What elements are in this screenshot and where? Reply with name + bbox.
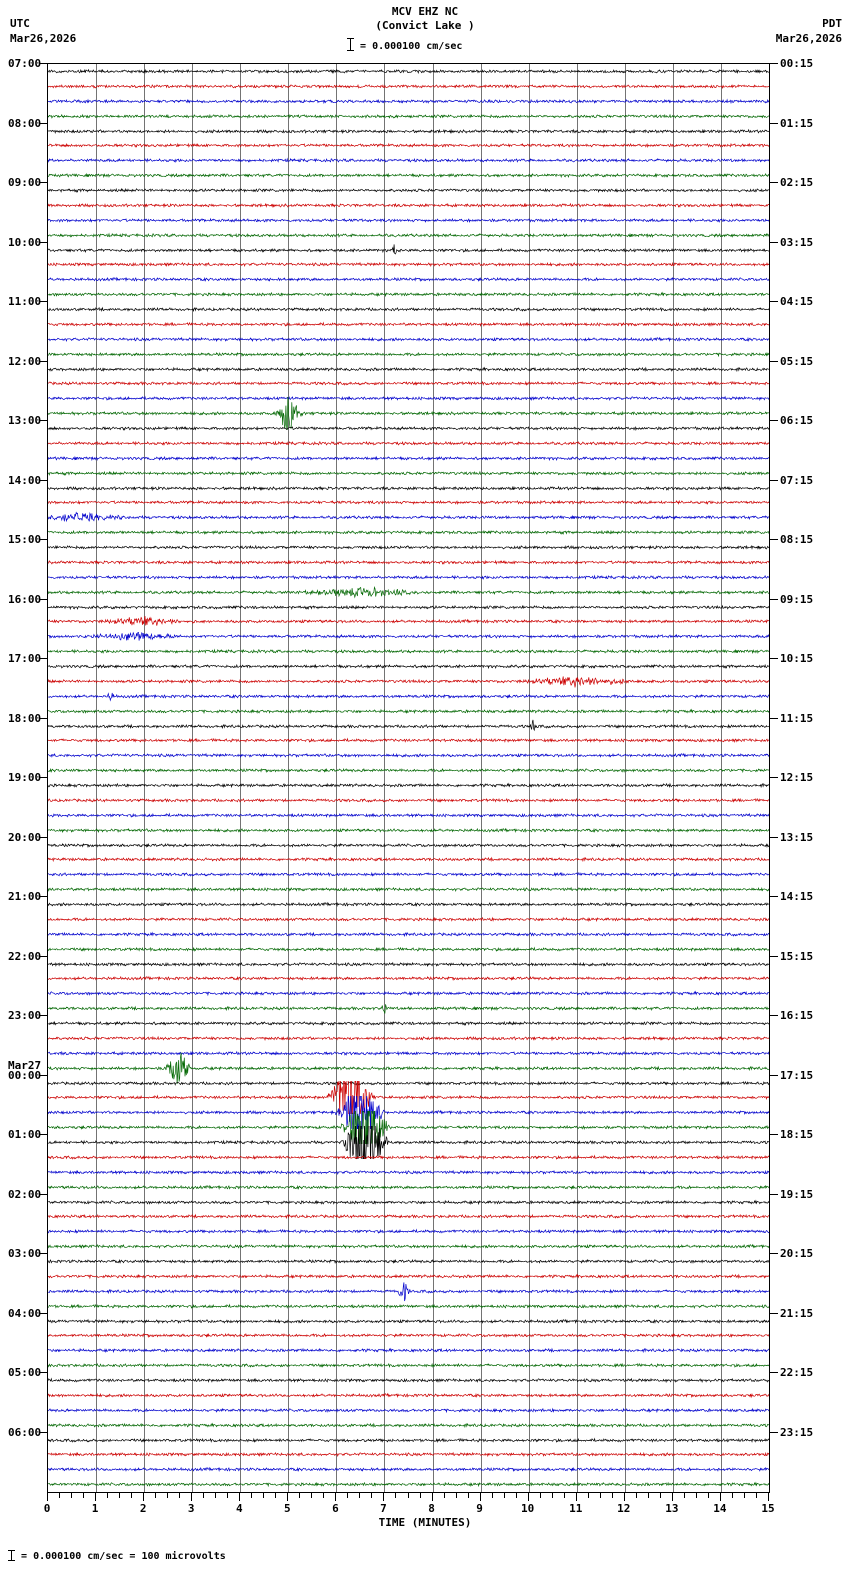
axis-tick-minor	[636, 1493, 637, 1498]
axis-tick-minor	[167, 1493, 168, 1498]
left-timezone-label: UTC	[10, 17, 30, 30]
header-title-block	[0, 5, 850, 33]
axis-tick-label: 4	[235, 1502, 243, 1515]
axis-tick-minor	[131, 1493, 132, 1498]
axis-tick-minor	[696, 1493, 697, 1498]
hour-tick-right	[770, 480, 778, 481]
right-hour-label: 09:15	[780, 592, 814, 606]
axis-tick-minor	[71, 1493, 72, 1498]
axis-tick-minor	[107, 1493, 108, 1498]
chart-header	[0, 0, 850, 60]
axis-tick-minor	[203, 1493, 204, 1498]
right-hour-label: 17:15	[780, 1068, 814, 1082]
hour-tick-right	[770, 301, 778, 302]
axis-tick-minor	[708, 1493, 709, 1498]
axis-tick-label: 0	[43, 1502, 51, 1515]
scale-bar-icon	[347, 38, 354, 51]
hour-tick-right	[770, 123, 778, 124]
axis-tick-minor	[59, 1493, 60, 1498]
left-hour-label: 03:00	[8, 1247, 42, 1260]
right-hour-label: 20:15	[780, 1247, 814, 1260]
left-hour-label: 11:00	[8, 295, 42, 308]
left-hour-label: 04:00	[8, 1306, 42, 1320]
axis-tick-major	[528, 1493, 529, 1501]
right-hour-label: 08:15	[780, 533, 814, 546]
hour-tick-right	[770, 599, 778, 600]
axis-tick-minor	[395, 1493, 396, 1498]
axis-tick-minor	[179, 1493, 180, 1498]
hour-tick-right	[770, 837, 778, 838]
hour-tick-right	[770, 956, 778, 957]
axis-tick-minor	[299, 1493, 300, 1498]
hour-tick-right	[770, 718, 778, 719]
right-hour-label: 03:15	[780, 235, 814, 249]
left-hour-label: 09:00	[8, 176, 42, 189]
right-hour-label: 06:15	[780, 414, 814, 427]
axis-tick-minor	[311, 1493, 312, 1498]
right-hour-label: 23:15	[780, 1425, 814, 1439]
right-hour-label: 02:15	[780, 176, 814, 189]
right-hour-label: 01:15	[780, 116, 814, 130]
left-hour-label: 19:00	[8, 771, 42, 784]
axis-tick-label: 9	[476, 1502, 483, 1515]
left-hour-label: 05:00	[8, 1366, 42, 1379]
axis-tick-minor	[504, 1493, 505, 1498]
left-hour-label: 14:00	[8, 473, 42, 487]
axis-tick-minor	[732, 1493, 733, 1498]
left-hour-label: 22:00	[8, 949, 42, 963]
right-hour-label: 11:15	[780, 711, 814, 725]
left-date-divider-label: Mar27	[8, 1058, 42, 1072]
axis-tick-minor	[444, 1493, 445, 1498]
axis-tick-minor	[227, 1493, 228, 1498]
axis-tick-major	[239, 1493, 240, 1501]
axis-tick-major	[432, 1493, 433, 1501]
axis-tick-major	[576, 1493, 577, 1501]
axis-tick-major	[47, 1493, 48, 1501]
scale-reference	[347, 38, 462, 52]
hour-tick-right	[770, 1432, 778, 1433]
hour-tick-right	[770, 182, 778, 183]
hour-tick-right	[770, 420, 778, 421]
footer-scale-label: = 0.000100 cm/sec = 100 microvolts	[21, 1551, 226, 1562]
time-axis	[43, 1493, 775, 1515]
axis-tick-label: 14	[713, 1502, 727, 1515]
left-hour-label: 17:00	[8, 652, 42, 665]
header-right-timezone-block	[776, 16, 842, 46]
right-hour-label: 12:15	[780, 771, 814, 784]
axis-tick-minor	[684, 1493, 685, 1498]
axis-tick-major	[720, 1493, 721, 1501]
scale-label: = 0.000100 cm/sec	[360, 41, 463, 52]
right-hour-label: 04:15	[780, 295, 814, 308]
hour-tick-right	[770, 63, 778, 64]
axis-tick-label: 7	[380, 1502, 387, 1515]
axis-tick-minor	[756, 1493, 757, 1498]
axis-tick-minor	[251, 1493, 252, 1498]
axis-tick-minor	[744, 1493, 745, 1498]
axis-tick-minor	[408, 1493, 409, 1498]
seismogram-plot	[47, 63, 770, 1493]
axis-tick-minor	[263, 1493, 264, 1498]
axis-tick-minor	[552, 1493, 553, 1498]
hour-tick-right	[770, 242, 778, 243]
hour-tick-right	[770, 1313, 778, 1314]
axis-tick-minor	[371, 1493, 372, 1498]
axis-tick-label: 8	[428, 1502, 435, 1515]
left-hour-label: 18:00	[8, 711, 42, 725]
axis-tick-major	[191, 1493, 192, 1501]
axis-tick-minor	[600, 1493, 601, 1498]
left-hour-label: 10:00	[8, 235, 42, 249]
left-hour-label: 16:00	[8, 592, 42, 606]
left-hour-label: 13:00	[8, 414, 42, 427]
hour-tick-right	[770, 777, 778, 778]
right-hour-label: 00:15	[780, 57, 814, 70]
axis-tick-major	[143, 1493, 144, 1501]
axis-tick-major	[287, 1493, 288, 1501]
axis-tick-minor	[420, 1493, 421, 1498]
axis-tick-minor	[588, 1493, 589, 1498]
left-hour-label: 21:00	[8, 890, 42, 903]
right-hour-label: 19:15	[780, 1187, 814, 1201]
axis-tick-minor	[119, 1493, 120, 1498]
axis-tick-minor	[468, 1493, 469, 1498]
station-label: MCV EHZ NC	[391, 5, 459, 18]
left-date-label: Mar26,2026	[10, 32, 77, 45]
right-hour-label: 13:15	[780, 830, 814, 844]
hour-tick-right	[770, 361, 778, 362]
axis-tick-minor	[83, 1493, 84, 1498]
left-hour-label: 01:00	[8, 1128, 42, 1141]
right-hour-label: 07:15	[780, 473, 814, 487]
axis-tick-minor	[456, 1493, 457, 1498]
left-hour-label: 23:00	[8, 1009, 42, 1022]
axis-tick-minor	[660, 1493, 661, 1498]
axis-tick-major	[768, 1493, 769, 1501]
axis-tick-label: 1	[91, 1502, 99, 1515]
axis-tick-label: 2	[139, 1502, 147, 1515]
left-hour-label: 20:00	[8, 830, 42, 844]
axis-tick-label: 5	[284, 1502, 291, 1515]
axis-tick-major	[335, 1493, 336, 1501]
axis-tick-label: 3	[187, 1502, 195, 1515]
footer-scale	[8, 1550, 226, 1562]
right-hour-label: 14:15	[780, 890, 814, 903]
axis-tick-label: 13	[665, 1502, 679, 1515]
axis-title: TIME (MINUTES)	[378, 1516, 472, 1529]
right-hour-label: 21:15	[780, 1306, 814, 1320]
axis-tick-minor	[359, 1493, 360, 1498]
axis-tick-major	[383, 1493, 384, 1501]
axis-tick-major	[672, 1493, 673, 1501]
hour-tick-right	[770, 1015, 778, 1016]
axis-tick-major	[95, 1493, 96, 1501]
left-hour-label: 08:00	[8, 116, 42, 130]
hour-tick-right	[770, 1194, 778, 1195]
location-label: (Convict Lake )	[375, 19, 475, 32]
hour-tick-right	[770, 539, 778, 540]
axis-tick-minor	[347, 1493, 348, 1498]
axis-tick-minor	[516, 1493, 517, 1498]
axis-tick-label: 6	[332, 1502, 339, 1515]
axis-tick-minor	[648, 1493, 649, 1498]
hour-tick-right	[770, 658, 778, 659]
left-hour-label: 07:00	[8, 57, 42, 70]
axis-tick-minor	[564, 1493, 565, 1498]
axis-tick-minor	[540, 1493, 541, 1498]
right-hour-label: 22:15	[780, 1366, 814, 1379]
axis-tick-minor	[612, 1493, 613, 1498]
axis-tick-label: 11	[569, 1502, 583, 1515]
axis-tick-minor	[492, 1493, 493, 1498]
left-hour-label: 06:00	[8, 1425, 42, 1439]
axis-tick-major	[624, 1493, 625, 1501]
axis-tick-label: 15	[761, 1502, 775, 1515]
right-hour-label: 18:15	[780, 1128, 814, 1141]
right-hour-label: 15:15	[780, 949, 814, 963]
left-hour-label: 12:00	[8, 354, 42, 368]
footer-scale-bar-icon	[8, 1550, 15, 1561]
axis-tick-major	[480, 1493, 481, 1501]
axis-tick-label: 10	[521, 1502, 535, 1515]
right-date-label: Mar26,2026	[775, 32, 842, 45]
hour-tick-right	[770, 1134, 778, 1135]
hour-tick-right	[770, 1075, 778, 1076]
axis-tick-minor	[215, 1493, 216, 1498]
axis-tick-minor	[155, 1493, 156, 1498]
axis-tick-minor	[323, 1493, 324, 1498]
hour-tick-right	[770, 1253, 778, 1254]
axis-tick-minor	[275, 1493, 276, 1498]
hour-tick-right	[770, 896, 778, 897]
axis-tick-label: 12	[617, 1502, 631, 1515]
right-hour-label: 10:15	[780, 652, 814, 665]
left-hour-label: 00:00	[8, 1068, 42, 1082]
hour-tick-right	[770, 1372, 778, 1373]
right-timezone-label: PDT	[822, 17, 842, 30]
right-hour-label: 16:15	[780, 1009, 814, 1022]
right-hour-label: 05:15	[780, 354, 814, 368]
left-hour-label: 15:00	[8, 533, 42, 546]
left-hour-label: 02:00	[8, 1187, 42, 1201]
